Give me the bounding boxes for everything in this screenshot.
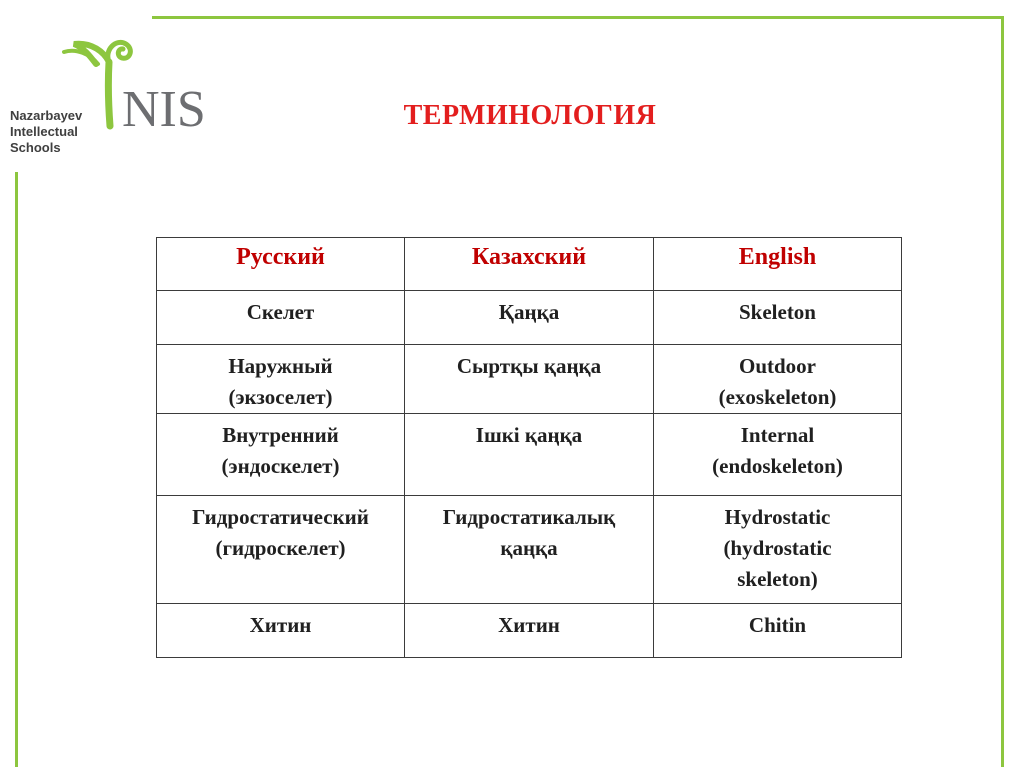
frame-top-line (152, 16, 1002, 19)
logo-wordmark: NIS (122, 81, 206, 135)
cell-text: қаңқа (500, 536, 558, 560)
logo-caption (10, 108, 100, 156)
cell-text: Сыртқы қаңқа (456, 354, 602, 378)
cell-text: Внутренний (222, 423, 339, 447)
table-cell (157, 604, 405, 658)
logo-caption-line: Nazarbayev (10, 108, 83, 123)
cell-text: (exoskeleton) (718, 385, 837, 409)
header-cell-russian: Русский (157, 238, 405, 291)
slide-title: ТЕРМИНОЛОГИЯ (403, 100, 657, 131)
cell-text: Chitin (748, 613, 807, 637)
cell-text: (экзоселет) (228, 385, 333, 409)
table-row (157, 291, 902, 345)
table-cell (654, 496, 902, 604)
table-row (157, 414, 902, 496)
header-cell-english: English (654, 238, 902, 291)
logo-caption-line: Schools (10, 140, 61, 155)
table-cell (405, 291, 654, 345)
cell-text: (endoskeleton) (712, 454, 843, 478)
table-cell (157, 345, 405, 414)
cell-text: Хитин (249, 613, 312, 637)
cell-text: Гидростатикалық (442, 505, 616, 529)
cell-text: Наружный (228, 354, 333, 378)
cell-text: Скелет (246, 300, 315, 324)
nis-logo (4, 30, 234, 155)
table-row (157, 496, 902, 604)
table-header-row (157, 238, 902, 291)
frame-right-line (1001, 16, 1004, 767)
table-cell (405, 496, 654, 604)
cell-text: (эндоскелет) (221, 454, 340, 478)
header-cell-kazakh: Казахский (405, 238, 654, 291)
cell-text: (гидроскелет) (215, 536, 346, 560)
frame-left-line (15, 172, 18, 767)
cell-text: Skeleton (738, 300, 816, 324)
logo-caption-line: Intellectual (10, 124, 78, 139)
cell-text: Outdoor (738, 354, 816, 378)
terminology-table (156, 237, 902, 658)
cell-text: Хитин (498, 613, 560, 637)
table-cell (654, 291, 902, 345)
table-cell (157, 414, 405, 496)
table-row (157, 604, 902, 658)
cell-text: Internal (740, 423, 815, 447)
table-cell (654, 414, 902, 496)
cell-text: (hydrostatic (723, 536, 832, 560)
table-cell (654, 604, 902, 658)
table-cell (157, 291, 405, 345)
cell-text: skeleton) (737, 567, 818, 591)
table-cell (654, 345, 902, 414)
cell-text: Гидростатический (192, 505, 369, 529)
cell-text: Қаңқа (498, 300, 560, 324)
table-row (157, 345, 902, 414)
table-cell (405, 604, 654, 658)
table-cell (157, 496, 405, 604)
cell-text: Hydrostatic (724, 505, 831, 529)
table-cell (405, 345, 654, 414)
table-cell (405, 414, 654, 496)
cell-text: Ішкі қаңқа (475, 423, 583, 447)
